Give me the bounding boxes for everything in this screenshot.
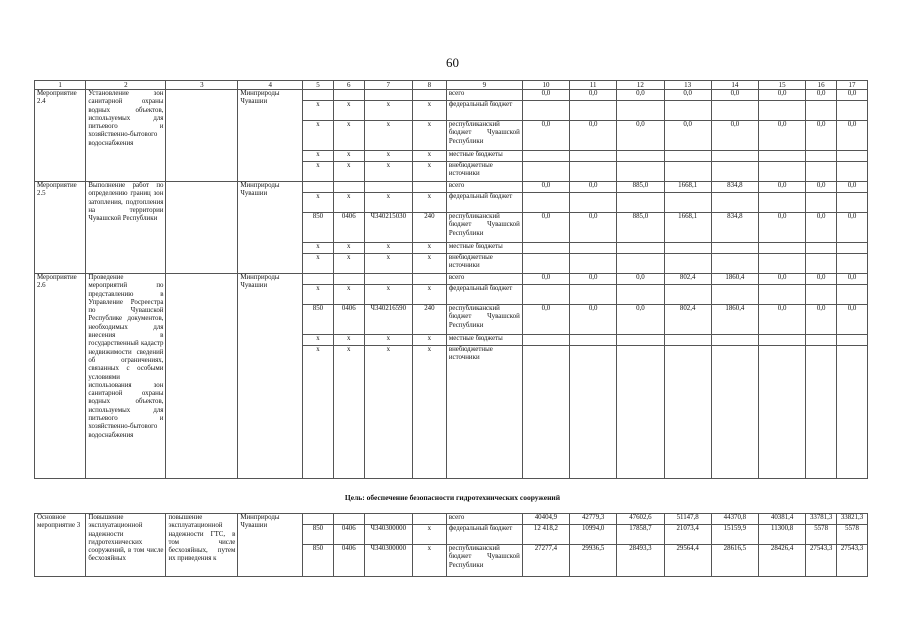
year-amount [806,254,837,274]
year-amount: 42779,3 [570,514,617,525]
year-amount [570,162,617,182]
measure-goal [166,90,238,182]
section-title: Цель: обеспечение безопасности гидротехнических сооружений [344,493,561,502]
budget-code-grbs: х [303,254,334,274]
year-amount [711,162,758,182]
year-amount: 0,0 [837,274,868,285]
header-row [35,81,868,90]
column-number: 8 [412,81,446,90]
budget-code-vr: 240 [412,213,446,243]
year-amount: 10994,0 [570,525,617,545]
year-amount [617,285,664,305]
column-number: 16 [806,81,837,90]
year-amount [759,243,806,254]
budget-code-grbs [303,514,334,525]
funding-source: местные бюджеты [446,335,522,346]
budget-code-grbs: х [303,151,334,162]
budget-code-vr: х [412,254,446,274]
budget-code-grbs: х [303,243,334,254]
year-amount: 0,0 [570,90,617,101]
year-amount [837,162,868,182]
budget-code-csr: х [364,335,412,346]
year-amount: 0,0 [759,121,806,151]
year-amount: 0,0 [570,213,617,243]
budget-code-csr: Ч340300000 [364,525,412,545]
column-number: 2 [86,81,166,90]
year-amount: 834,8 [711,213,758,243]
measure-description: Выполнение работ по определению границ зон затопления, подтопления на территории Чувашской Республики [86,182,166,274]
budget-code-vr: х [412,162,446,182]
measure-goal: повышение эксплуатационной надежности ГТС, в том числе бесхозяйных, путем их приведения к [166,514,238,577]
year-amount [522,193,569,213]
year-amount: 11300,8 [759,525,806,545]
year-amount: 0,0 [570,121,617,151]
year-amount [570,254,617,274]
funding-source: внебюджетные источники [446,254,522,274]
column-number: 9 [446,81,522,90]
year-amount: 0,0 [617,305,664,335]
budget-code-csr [364,90,412,101]
year-amount [522,243,569,254]
year-amount: 28616,5 [711,545,758,577]
year-amount: 0,0 [759,182,806,193]
year-amount [570,243,617,254]
budget-code-rzpr: х [333,335,364,346]
funding-source: всего [446,90,522,101]
budget-code-csr: х [364,346,412,479]
year-amount: 0,0 [837,305,868,335]
year-amount [522,162,569,182]
budget-code-csr [364,274,412,285]
year-amount: 834,8 [711,182,758,193]
year-amount [617,101,664,121]
year-amount: 0,0 [522,305,569,335]
year-amount [570,335,617,346]
table-row [35,514,868,525]
year-amount [570,101,617,121]
year-amount: 40404,9 [522,514,569,525]
budget-code-csr: Ч340215030 [364,213,412,243]
year-amount: 28426,4 [759,545,806,577]
funding-source: всего [446,514,522,525]
year-amount [522,335,569,346]
budget-code-vr: х [412,335,446,346]
year-amount [617,335,664,346]
year-amount [837,101,868,121]
measure-goal [166,182,238,274]
responsible-executor: Минприроды Чувашии [238,514,303,577]
column-number: 13 [664,81,711,90]
year-amount [806,243,837,254]
year-amount: 0,0 [837,182,868,193]
year-amount [617,243,664,254]
funding-source: федеральный бюджет [446,525,522,545]
column-number: 6 [333,81,364,90]
budget-code-vr [412,182,446,193]
funding-source: внебюджетные источники [446,162,522,182]
year-amount: 0,0 [759,274,806,285]
funding-source: республиканский бюджет Чувашской Республики [446,305,522,335]
budget-code-grbs: х [303,101,334,121]
table-row [35,90,868,101]
responsible-executor: Минприроды Чувашии [238,90,303,182]
column-number: 15 [759,81,806,90]
funding-source: внебюджетные источники [446,346,522,479]
year-amount [522,346,569,479]
budget-code-rzpr: х [333,162,364,182]
responsible-executor: Минприроды Чувашии [238,274,303,479]
year-amount: 0,0 [617,121,664,151]
year-amount: 0,0 [522,213,569,243]
year-amount: 5578 [837,525,868,545]
year-amount [837,193,868,213]
budget-code-rzpr: х [333,254,364,274]
year-amount: 15159,9 [711,525,758,545]
year-amount [837,254,868,274]
budget-code-grbs [303,274,334,285]
year-amount [806,346,837,479]
funding-source: всего [446,182,522,193]
column-number: 17 [837,81,868,90]
year-amount [759,335,806,346]
year-amount [664,193,711,213]
year-amount [664,285,711,305]
budget-code-csr: х [364,254,412,274]
budget-code-csr: х [364,121,412,151]
budget-code-grbs: 850 [303,545,334,577]
budget-code-grbs: 850 [303,305,334,335]
measure-label: Основное мероприятие 3 [35,514,86,577]
funding-source: федеральный бюджет [446,101,522,121]
budget-code-vr [412,514,446,525]
year-amount: 0,0 [570,182,617,193]
year-amount [664,101,711,121]
year-amount: 802,4 [664,305,711,335]
year-amount: 0,0 [617,274,664,285]
budget-code-grbs [303,90,334,101]
year-amount [570,285,617,305]
year-amount: 0,0 [806,90,837,101]
measure-description: Установление зон санитарной охраны водных объектов, используемых для питьевого и хозяйственно-бытового водоснабжения [86,90,166,182]
budget-code-csr: х [364,285,412,305]
year-amount: 0,0 [570,274,617,285]
column-number: 4 [238,81,303,90]
column-number: 7 [364,81,412,90]
year-amount: 51147,8 [664,514,711,525]
year-amount [522,151,569,162]
budget-code-grbs: 850 [303,213,334,243]
year-amount: 0,0 [617,90,664,101]
measure-description: Проведение мероприятий по представлению в Управление Росреестра по Чувашской Республике документов, необходимых для внесения в государственный кадастр недвижимости сведений об ограничениях, связанных с особыми условиями использования зон санитарной охраны водных объектов, используемых для питьевого и хозяйственно-бытового водоснабжения [86,274,166,479]
budget-code-rzpr: х [333,121,364,151]
budget-code-csr: Ч340216590 [364,305,412,335]
year-amount: 0,0 [837,121,868,151]
year-amount: 12 418,2 [522,525,569,545]
budget-code-csr [364,182,412,193]
budget-code-csr [364,514,412,525]
budget-code-vr: х [412,285,446,305]
year-amount: 0,0 [759,90,806,101]
year-amount [837,335,868,346]
year-amount: 27543,3 [837,545,868,577]
budget-code-csr: Ч340300000 [364,545,412,577]
column-number: 11 [570,81,617,90]
year-amount [617,162,664,182]
year-amount: 0,0 [806,305,837,335]
year-amount [711,254,758,274]
measure-description: Повышение эксплуатационной надежности гидротехнических сооружений, в том числе бесхозяйных [86,514,166,577]
budget-code-vr [412,90,446,101]
funding-source: местные бюджеты [446,151,522,162]
year-amount: 0,0 [806,121,837,151]
year-amount [759,151,806,162]
funding-source: республиканский бюджет Чувашской Республики [446,121,522,151]
year-amount [806,101,837,121]
year-amount: 0,0 [664,121,711,151]
year-amount [759,162,806,182]
year-amount: 0,0 [806,274,837,285]
year-amount: 0,0 [806,182,837,193]
budget-code-grbs: х [303,193,334,213]
budget-code-rzpr [333,274,364,285]
funding-source: местные бюджеты [446,243,522,254]
year-amount [837,346,868,479]
budget-code-rzpr: х [333,151,364,162]
year-amount [806,151,837,162]
year-amount: 21073,4 [664,525,711,545]
measure-label: Мероприятие 2.5 [35,182,86,274]
budget-code-grbs: х [303,121,334,151]
year-amount [711,335,758,346]
program-table [34,80,868,479]
year-amount [664,162,711,182]
year-amount: 1860,4 [711,305,758,335]
funding-source: федеральный бюджет [446,193,522,213]
year-amount: 33821,3 [837,514,868,525]
budget-code-vr: х [412,193,446,213]
year-amount [806,285,837,305]
budget-code-rzpr: 0406 [333,213,364,243]
year-amount: 0,0 [570,305,617,335]
year-amount: 47602,6 [617,514,664,525]
year-amount [759,346,806,479]
year-amount: 17858,7 [617,525,664,545]
budget-code-vr: 240 [412,305,446,335]
budget-code-rzpr [333,514,364,525]
year-amount: 27277,4 [522,545,569,577]
responsible-executor: Минприроды Чувашии [238,182,303,274]
year-amount: 1860,4 [711,274,758,285]
year-amount [664,335,711,346]
year-amount [617,151,664,162]
year-amount [664,151,711,162]
year-amount: 1668,1 [664,213,711,243]
program-table-continued [34,513,868,577]
budget-code-csr: х [364,101,412,121]
year-amount [664,346,711,479]
year-amount: 0,0 [711,121,758,151]
budget-code-grbs: х [303,335,334,346]
year-amount: 802,4 [664,274,711,285]
year-amount [837,285,868,305]
budget-code-grbs: х [303,162,334,182]
year-amount [711,193,758,213]
year-amount [759,193,806,213]
budget-code-vr: х [412,243,446,254]
year-amount: 44370,8 [711,514,758,525]
budget-code-rzpr: х [333,346,364,479]
funding-source: республиканский бюджет Чувашской Республики [446,213,522,243]
year-amount [570,151,617,162]
budget-code-vr: х [412,121,446,151]
budget-code-vr: х [412,545,446,577]
year-amount: 0,0 [522,182,569,193]
year-amount: 0,0 [711,90,758,101]
page-number: 60 [446,55,459,70]
table-row [35,182,868,193]
year-amount [837,151,868,162]
year-amount: 0,0 [522,121,569,151]
year-amount [617,193,664,213]
column-number: 12 [617,81,664,90]
year-amount [837,243,868,254]
year-amount [711,243,758,254]
measure-goal [166,274,238,479]
budget-code-rzpr [333,182,364,193]
year-amount [617,254,664,274]
year-amount: 0,0 [522,90,569,101]
budget-code-vr: х [412,346,446,479]
budget-code-csr: х [364,151,412,162]
year-amount: 40381,4 [759,514,806,525]
year-amount: 0,0 [759,305,806,335]
budget-code-rzpr: 0406 [333,525,364,545]
budget-code-vr: х [412,525,446,545]
budget-code-vr: х [412,151,446,162]
year-amount [759,254,806,274]
budget-code-grbs: 850 [303,525,334,545]
year-amount [617,346,664,479]
year-amount: 0,0 [837,90,868,101]
year-amount [570,346,617,479]
year-amount [664,254,711,274]
year-amount [711,346,758,479]
year-amount [711,151,758,162]
year-amount: 28493,3 [617,545,664,577]
budget-code-rzpr [333,90,364,101]
year-amount [759,285,806,305]
year-amount: 29936,5 [570,545,617,577]
year-amount [664,243,711,254]
year-amount [522,285,569,305]
year-amount: 0,0 [837,213,868,243]
year-amount: 29564,4 [664,545,711,577]
measure-label: Мероприятие 2.6 [35,274,86,479]
budget-code-vr: х [412,101,446,121]
table-row [35,274,868,285]
column-number: 10 [522,81,569,90]
budget-code-rzpr: 0406 [333,545,364,577]
year-amount: 885,0 [617,213,664,243]
budget-code-csr: х [364,243,412,254]
column-number: 5 [303,81,334,90]
budget-code-grbs: х [303,346,334,479]
budget-code-grbs [303,182,334,193]
budget-code-rzpr: х [333,285,364,305]
budget-code-rzpr: 0406 [333,305,364,335]
budget-code-csr: х [364,162,412,182]
budget-code-csr: х [364,193,412,213]
year-amount [711,101,758,121]
budget-code-rzpr: х [333,243,364,254]
year-amount: 27543,3 [806,545,837,577]
funding-source: всего [446,274,522,285]
year-amount: 0,0 [759,213,806,243]
column-number: 14 [711,81,758,90]
year-amount: 1668,1 [664,182,711,193]
budget-code-vr [412,274,446,285]
year-amount [806,162,837,182]
year-amount [522,254,569,274]
year-amount: 885,0 [617,182,664,193]
year-amount: 0,0 [522,274,569,285]
funding-source: республиканский бюджет Чувашской Республики [446,545,522,577]
year-amount [806,193,837,213]
year-amount [759,101,806,121]
budget-code-rzpr: х [333,101,364,121]
year-amount: 33781,3 [806,514,837,525]
column-number: 3 [166,81,238,90]
year-amount [522,101,569,121]
funding-source: федеральный бюджет [446,285,522,305]
year-amount: 0,0 [806,213,837,243]
budget-code-grbs: х [303,285,334,305]
year-amount [711,285,758,305]
year-amount: 0,0 [664,90,711,101]
budget-code-rzpr: х [333,193,364,213]
year-amount [570,193,617,213]
year-amount: 5578 [806,525,837,545]
measure-label: Мероприятие 2.4 [35,90,86,182]
year-amount [806,335,837,346]
column-number: 1 [35,81,86,90]
